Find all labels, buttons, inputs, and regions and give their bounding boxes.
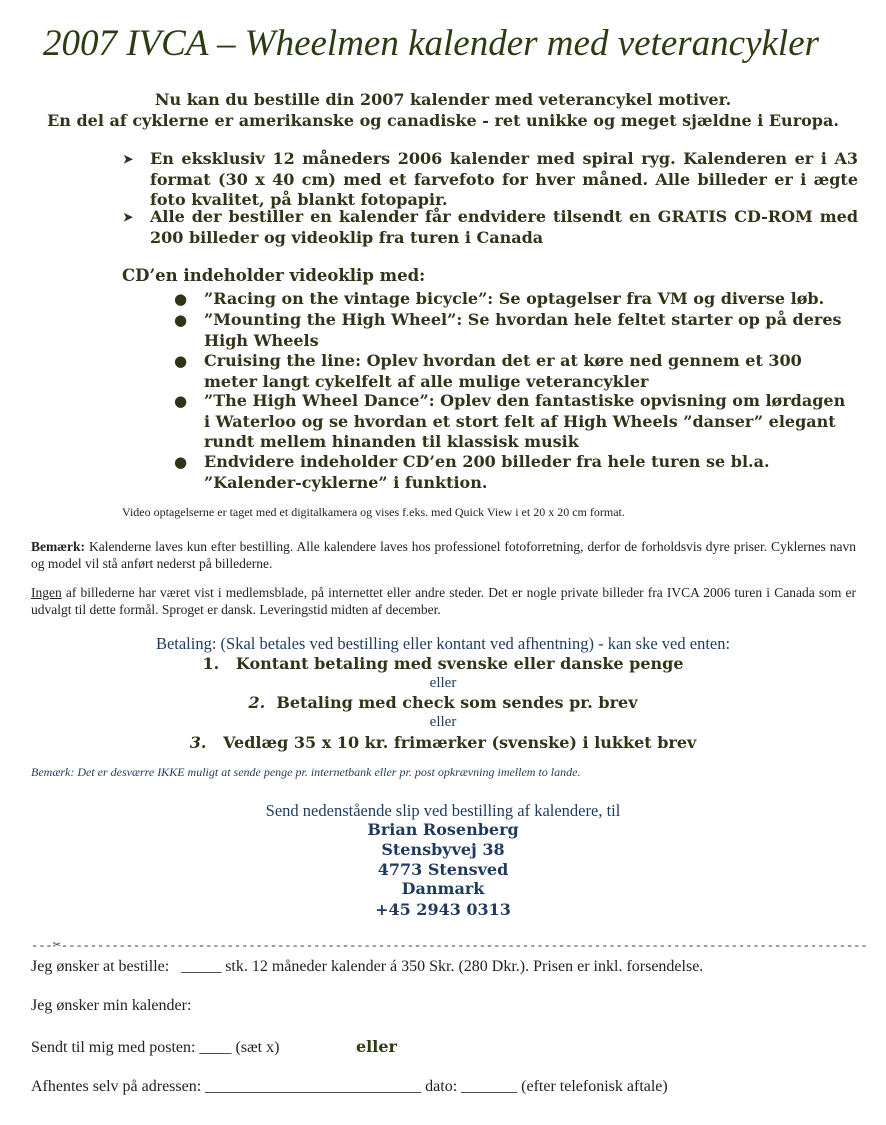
payment-note: Bemærk: Det er desværre IKKE muligt at sende penge pr. internetbank eller pr. post opkrævning imellem to lande. [31,765,581,779]
remark-label: Bemærk: [31,539,85,554]
cd-item: ● ”The High Wheel Dance”: Oplev den fantastiske opvisning om lørdagen i Waterloo og se hvordan et stort felt af High Wheels ”danser” elegant rundt mellem hinanden til klassisk musik [174,391,846,451]
or-label: eller [429,675,457,691]
pickup-line: Afhentes selv på adressen: ___________________________ dato: _______ (efter telefonisk aftale) [31,1078,668,1095]
send-intro: Send nedenstående slip ved bestilling af kalendere, til [265,801,621,820]
cd-heading: CD’en indeholder videoklip med: [122,266,426,285]
arrow-bullet-icon: ➤ [123,152,134,166]
remark-paragraph-1: Bemærk: Kalenderne laves kun efter bestilling. Alle kalendere laves hos professionel fotoforretning, derfor de forholdsvis dyre priser. Cyklernes navn og model vil stå anført nederst på billederne. [31,539,856,571]
recipient-phone: +45 2943 0313 [375,900,511,919]
bullet-dot-icon: ● [174,311,188,329]
intro-line-1: Nu kan du bestille din 2007 kalender med veterancykel motiver. [154,90,732,109]
payment-option-3: 3. Vedlæg 35 x 10 kr. frimærker (svenske) i lukket brev [189,733,697,752]
recipient-street: Stensbyvej 38 [381,840,505,859]
page-title: 2007 IVCA – Wheelmen kalender med veterancykler [42,23,820,64]
intro-line-2: En del af cyklerne er amerikanske og canadiske - ret unikke og meget sjældne i Europa. [47,111,839,130]
preference-line: Jeg ønsker min kalender: [31,997,192,1014]
payment-heading: Betaling: (Skal betales ved bestilling eller kontant ved afhentning) - kan ske ved enten: [155,634,731,653]
feature-bullet-2: ➤ Alle der bestiller en kalender får endvidere tilsendt en GRATIS CD-ROM med 200 billeder og videoklip fra turen i Canada [123,207,858,247]
bullet-dot-icon: ● [174,352,188,370]
remark-paragraph-2: Ingen af billederne har været vist i medlemsblade, på internettet eller andre steder. Det er nogle private billeder fra IVCA 2006 turen i Canada som er udvalgt til dette formål. Sproget er dansk. Leveringstid midten af december. [31,585,856,617]
arrow-bullet-icon: ➤ [123,210,134,224]
recipient-name: Brian Rosenberg [367,820,519,839]
cut-line: ---✂---------------------------------------------------------------------------------------------------------------- [31,938,868,954]
payment-option-2: 2. Betaling med check som sendes pr. brev [248,693,638,712]
cd-item: ● Cruising the line: Oplev hvordan det er at køre ned gennem et 300 meter langt cykelfelt af alle mulige veterancykler [174,351,802,391]
cd-item: ● ”Mounting the High Wheel”: Se hvordan hele feltet starter op på deres High Wheels [174,310,842,350]
remark-label: Ingen [31,585,62,600]
cd-item: ● ”Racing on the vintage bicycle”: Se optagelser fra VM og diverse løb. [174,289,825,308]
order-line: Jeg ønsker at bestille: _____ stk. 12 måneder kalender á 350 Skr. (280 Dkr.). Prisen er inkl. forsendelse. [31,958,704,975]
scissors-icon: ✂ [52,938,62,954]
recipient-country: Danmark [401,879,485,898]
post-option-line: Sendt til mig med posten: ____ (sæt x) [31,1039,280,1056]
bullet-dot-icon: ● [174,392,188,410]
payment-option-1: 1. Kontant betaling med svenske eller danske penge [202,654,684,673]
or-label: eller [429,714,457,730]
bullet-dot-icon: ● [174,290,188,308]
recipient-city: 4773 Stensved [377,860,509,879]
or-label: eller [356,1037,397,1056]
dashed-line: ---------------------------------------------------------------------------------------------------------------- [61,939,868,953]
feature-bullet-1: ➤ En eksklusiv 12 måneders 2006 kalender med spiral ryg. Kalenderen er i A3 format (30 x 40 cm) med et farvefoto for hver måned. Alle billeder er i ægte foto kvalitet, på blankt fotopapir. [123,149,858,209]
video-note: Video optagelserne er taget med et digitalkamera og vises f.eks. med Quick View i et 20 x 20 cm format. [122,505,625,519]
bullet-dot-icon: ● [174,453,188,471]
cd-item: ● Endvidere indeholder CD’en 200 billeder fra hele turen se bl.a. ”Kalender-cyklerne” i funktion. [174,452,770,492]
